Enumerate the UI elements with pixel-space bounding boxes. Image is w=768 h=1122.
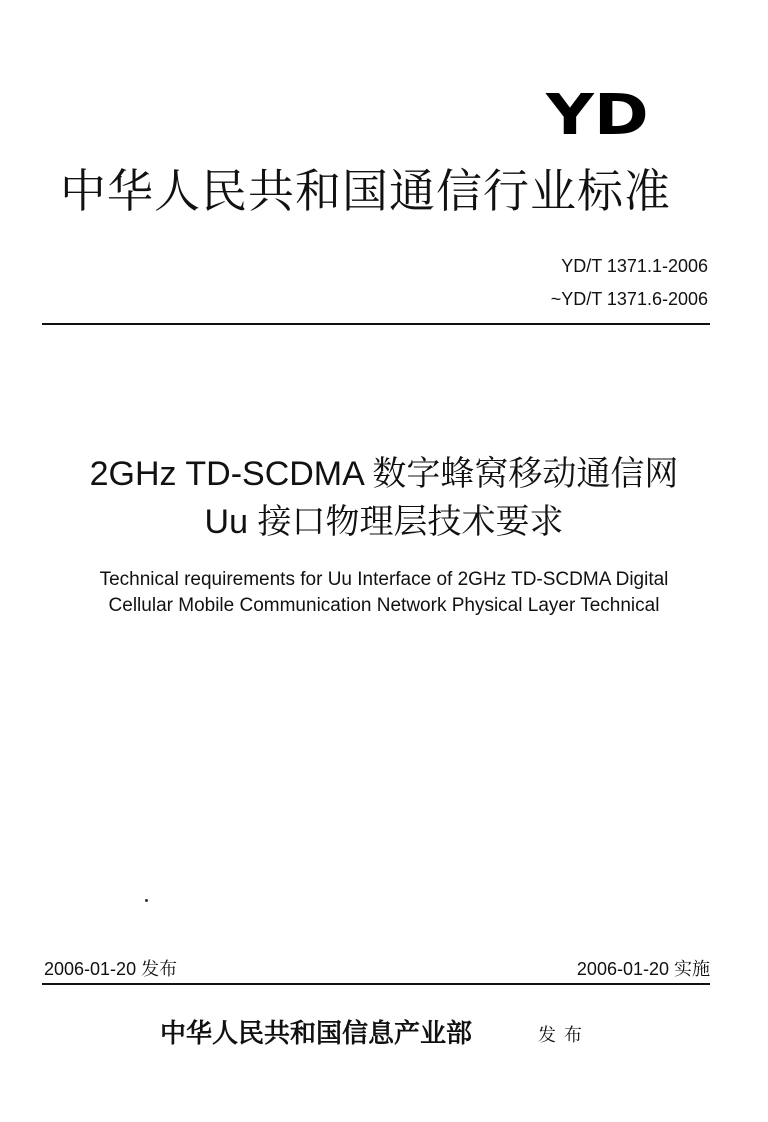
scan-speck bbox=[145, 899, 148, 902]
document-title-zh-line-1: 2GHz TD-SCDMA 数字蜂窝移动通信网 bbox=[89, 455, 679, 493]
implementation-date: 2006-01-20 实施 bbox=[576, 959, 710, 979]
standard-number-end: ~YD/T 1371.6-2006 bbox=[550, 289, 708, 309]
publish-label: 发布 bbox=[538, 1025, 590, 1046]
yd-logo: YD bbox=[546, 83, 649, 148]
standard-number-start: YD/T 1371.1-2006 bbox=[561, 256, 708, 276]
top-divider bbox=[42, 323, 710, 325]
publisher-name: 中华人民共和国信息产业部 bbox=[160, 1019, 473, 1049]
issue-date: 2006-01-20 发布 bbox=[44, 959, 178, 979]
issuer-title: 中华人民共和国通信行业标准 bbox=[60, 164, 671, 218]
document-title-zh-line-2: Uu 接口物理层技术要求 bbox=[204, 503, 564, 541]
document-title-en-line-1: Technical requirements for Uu Interface of 2GHz TD-SCDMA Digital bbox=[99, 569, 669, 590]
document-title-en-line-2: Cellular Mobile Communication Network Physical Layer Technical bbox=[108, 595, 660, 616]
bottom-divider bbox=[42, 983, 710, 985]
